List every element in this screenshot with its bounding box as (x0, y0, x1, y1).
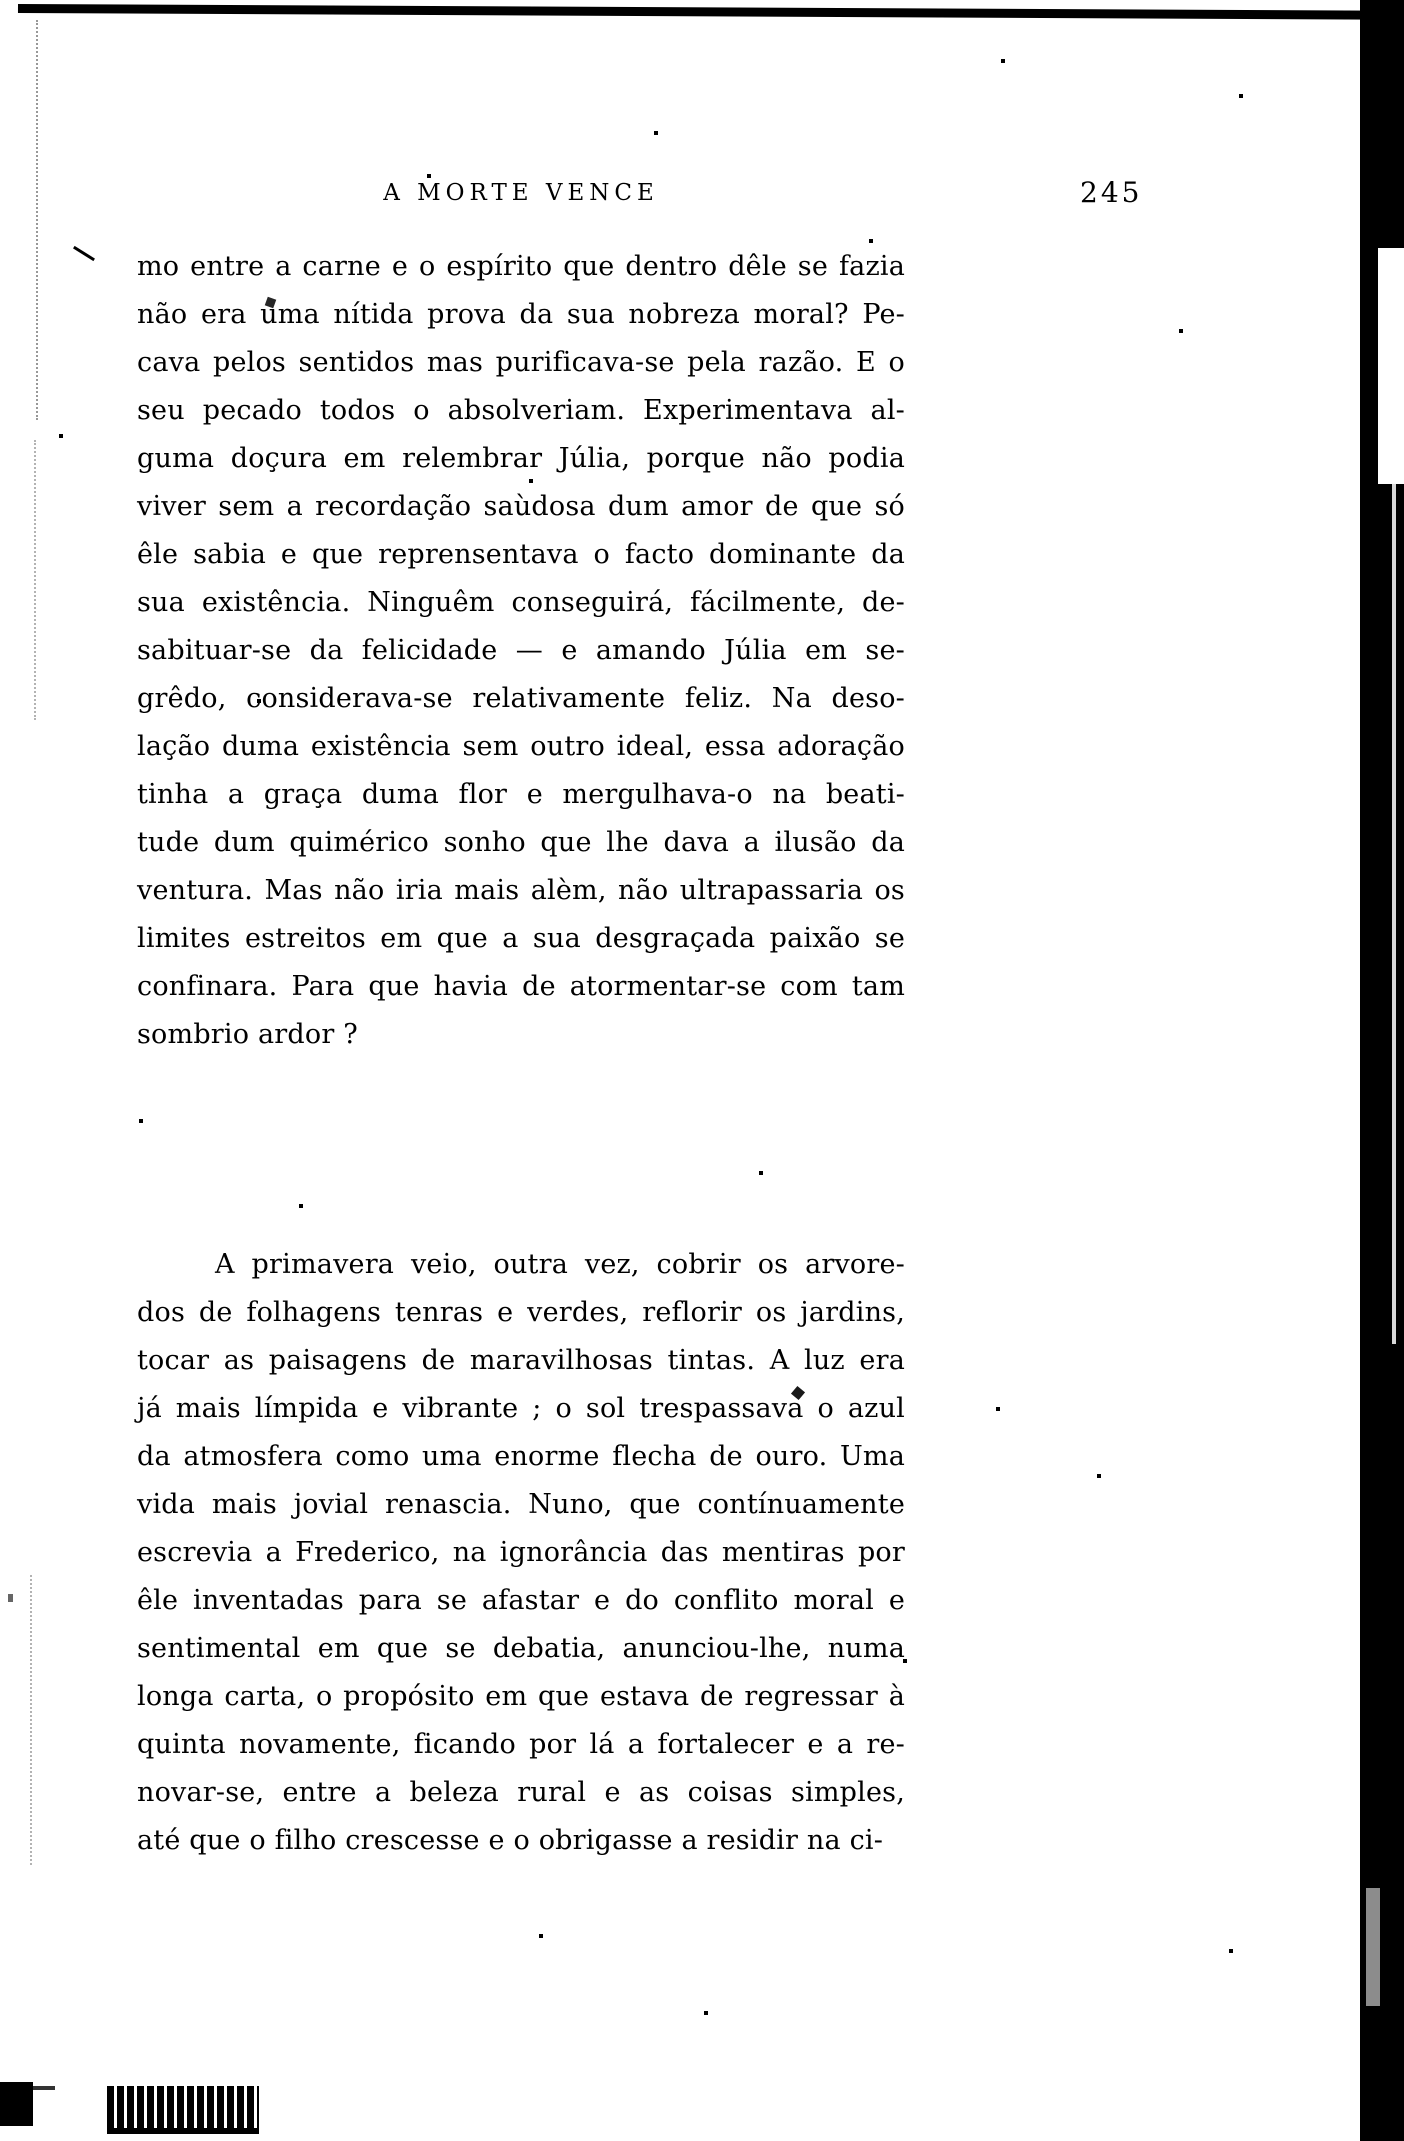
text-line: cava pelos sentidos mas purificava-se pela razão. E o (137, 347, 905, 378)
text-line: guma doçura em relembrar Júlia, porque não podia (137, 443, 905, 474)
scan-bottom-left-blob (0, 2082, 33, 2126)
scan-artifact (33, 2086, 55, 2090)
text-line: não era uma nítida prova da sua nobreza moral? Pe- (137, 299, 905, 330)
text-line: A primavera veio, outra vez, cobrir os arvore- (215, 1249, 905, 1280)
text-line: longa carta, o propósito em que estava de regressar à (137, 1681, 905, 1712)
text-line: êle inventadas para se afastar e do conflito moral e (137, 1585, 905, 1616)
text-line: da atmosfera como uma enorme flecha de ouro. Uma (137, 1441, 905, 1472)
text-line: novar-se, entre a beleza rural e as coisas simples, (137, 1777, 905, 1808)
running-header (137, 176, 1147, 226)
scan-left-edge-dots (34, 440, 36, 720)
scan-artifact (1392, 484, 1396, 1344)
text-line: já mais límpida e vibrante ; o sol trespassava o azul (137, 1393, 905, 1424)
text-line: tocar as paisagens de maravilhosas tintas. A luz era (137, 1345, 905, 1376)
text-line: vida mais jovial renascia. Nuno, que contínuamente (137, 1489, 905, 1520)
text-line: sua existência. Ninguêm conseguirá, fácilmente, de- (137, 587, 905, 618)
page-body (137, 243, 905, 1865)
paragraph (137, 243, 905, 1059)
text-line: sombrio ardor ? (137, 1019, 358, 1050)
text-line: escrevia a Frederico, na ignorância das mentiras por (137, 1537, 905, 1568)
text-line: sabituar-se da felicidade — e amando Júlia em se- (137, 635, 905, 666)
text-line: ventura. Mas não iria mais alèm, não ultrapassaria os (137, 875, 905, 906)
text-line: sentimental em que se debatia, anunciou-lhe, numa (137, 1633, 905, 1664)
text-line: tinha a graça duma flor e mergulhava-o na beati- (137, 779, 905, 810)
scan-left-edge-dots (30, 1575, 32, 1865)
scan-artifact (1366, 1888, 1380, 2006)
scan-dust-speckles (0, 0, 2, 2)
text-line: viver sem a recordação saùdosa dum amor de que só (137, 491, 905, 522)
chapter-title: A MORTE VENCE (383, 180, 659, 206)
text-line: lação duma existência sem outro ideal, essa adoração (137, 731, 905, 762)
scan-left-edge-dots (36, 20, 38, 420)
scan-artifact (73, 246, 95, 261)
scan-artifact (8, 1594, 13, 1602)
text-line: tude dum quimérico sonho que lhe dava a ilusão da (137, 827, 905, 858)
text-line: limites estreitos em que a sua desgraçada paixão se (137, 923, 905, 954)
page-number: 245 (1080, 176, 1143, 209)
scan-bottom-stamp (107, 2086, 259, 2134)
text-line: seu pecado todos o absolveriam. Experimentava al- (137, 395, 905, 426)
scan-artifact (1378, 248, 1404, 484)
text-line: dos de folhagens tenras e verdes, reflorir os jardins, (137, 1297, 905, 1328)
scan-top-edge-bar (18, 4, 1404, 20)
text-line: mo entre a carne e o espírito que dentro dêle se fazia (137, 251, 905, 282)
paragraph (137, 1241, 905, 1865)
text-line: até que o filho crescesse e o obrigasse a residir na ci- (137, 1825, 884, 1856)
text-line: quinta novamente, ficando por lá a fortalecer e a re- (137, 1729, 905, 1760)
text-line: confinara. Para que havia de atormentar-se com tam (137, 971, 905, 1002)
text-line: grêdo, considerava-se relativamente feliz. Na deso- (137, 683, 905, 714)
text-line: êle sabia e que reprensentava o facto dominante da (137, 539, 905, 570)
